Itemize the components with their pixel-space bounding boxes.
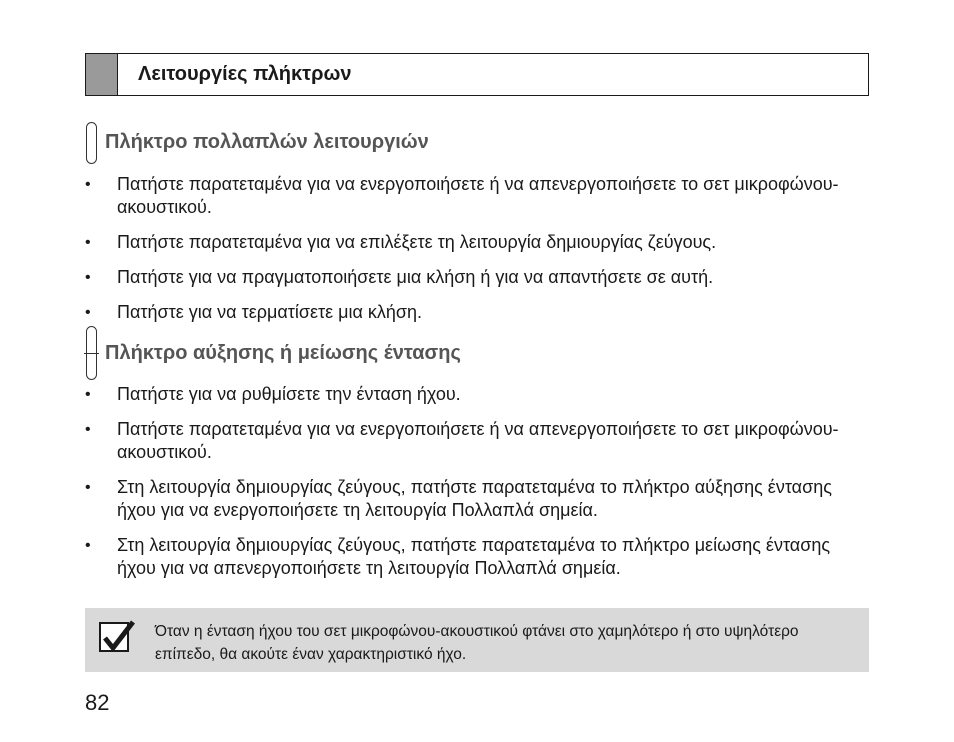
list-item: • Πατήστε για να πραγματοποιήσετε μια κλήση ή για να απαντήσετε σε αυτή. <box>85 266 865 289</box>
note-text: Όταν η ένταση ήχου του σετ μικροφώνου-ακουστικού φτάνει στο χαμηλότερο ή στο υψηλότερο επίπεδο, θα ακούτε έναν χαρακτηριστικό ήχο. <box>155 623 799 663</box>
list-item: • Πατήστε για να τερματίσετε μια κλήση. <box>85 301 865 324</box>
header-tab-marker <box>86 54 118 95</box>
note-box <box>85 608 869 672</box>
multifunction-key-list <box>85 173 865 336</box>
multifunction-key-icon <box>86 122 97 164</box>
page-number: 82 <box>85 690 110 715</box>
volume-key-list <box>85 383 865 592</box>
list-item: • Πατήστε παρατεταμένα για να ενεργοποιήσετε ή να απενεργοποιήσετε το σετ μικροφώνου-ακουστικού. <box>85 173 865 219</box>
volume-key-icon <box>86 326 97 380</box>
section-heading-multifunction: Πλήκτρο πολλαπλών λειτουργιών <box>105 131 429 153</box>
section-heading-volume: Πλήκτρο αύξησης ή μείωσης έντασης <box>105 342 461 364</box>
section-header-bar <box>85 53 869 96</box>
list-item: • Πατήστε για να ρυθμίσετε την ένταση ήχου. <box>85 383 865 406</box>
list-item: • Στη λειτουργία δημιουργίας ζεύγους, πατήστε παρατεταμένα το πλήκτρο μείωσης έντασης ήχου για να απενεργοποιήσετε τη λειτουργία Πολλαπλά σημεία. <box>85 534 865 580</box>
checkbox-check-icon <box>99 622 129 652</box>
page-title: Λειτουργίες πλήκτρων <box>138 63 352 85</box>
list-item: • Στη λειτουργία δημιουργίας ζεύγους, πατήστε παρατεταμένα το πλήκτρο αύξησης έντασης ήχου για να ενεργοποιήσετε τη λειτουργία Πολλαπλά σημεία. <box>85 476 865 522</box>
list-item: • Πατήστε παρατεταμένα για να επιλέξετε τη λειτουργία δημιουργίας ζεύγους. <box>85 231 865 254</box>
list-item: • Πατήστε παρατεταμένα για να ενεργοποιήσετε ή να απενεργοποιήσετε το σετ μικροφώνου-ακουστικού. <box>85 418 865 464</box>
